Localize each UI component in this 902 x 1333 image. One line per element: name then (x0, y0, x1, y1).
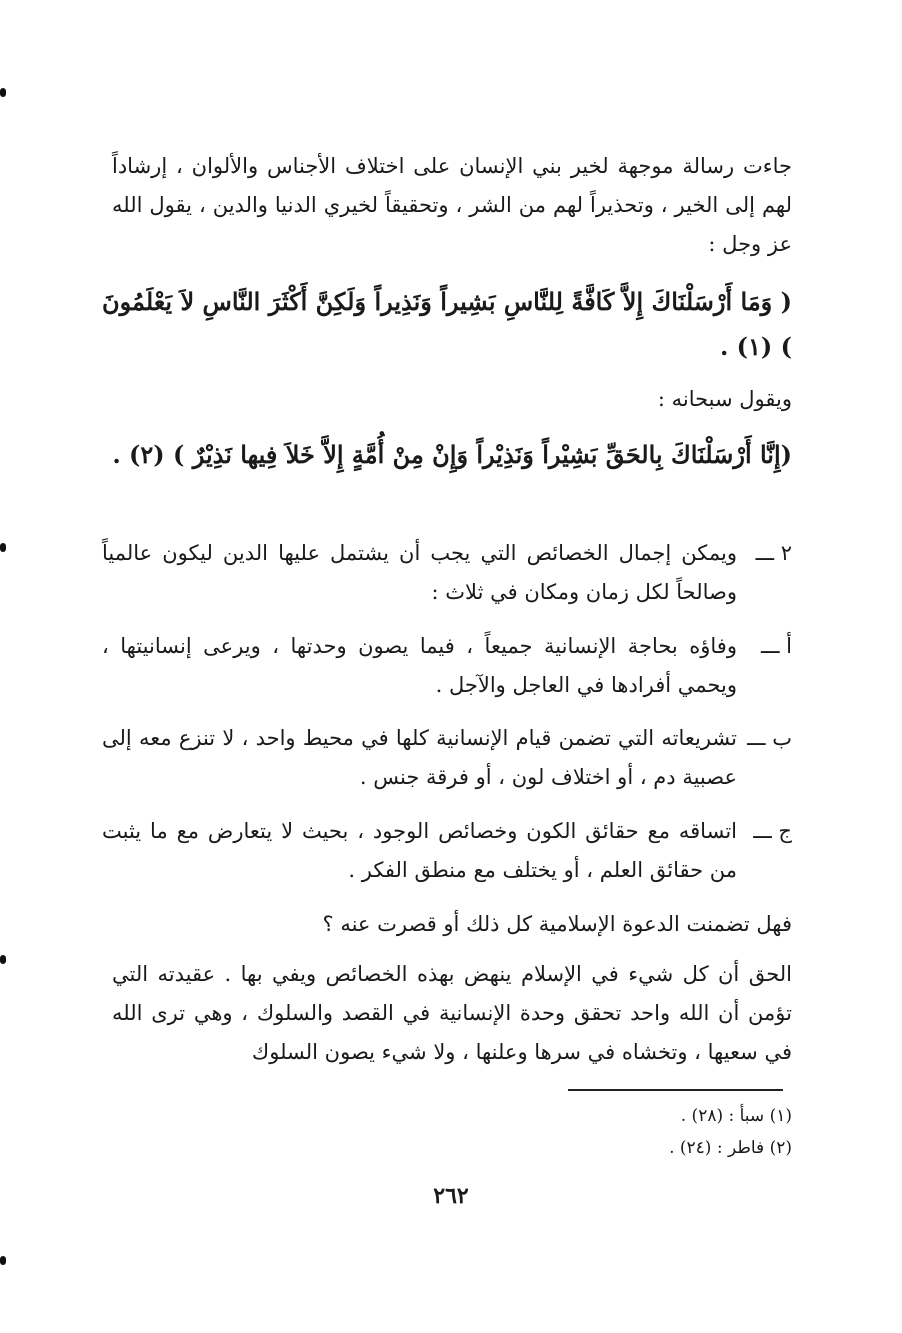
transition-line: ويقول سبحانه : (657, 387, 792, 411)
footnotes (492, 1100, 792, 1164)
scan-edge-mark (0, 1256, 6, 1265)
list-item-b (102, 719, 792, 797)
list-item-2 (102, 534, 792, 612)
quran-verse-1: ( وَمَا أَرْسَلْنَاكَ إِلاَّ كَافَّةً لِلنَّاسِ بَشِيراً وَنَذِيراً وَلَكِنَّ أَكْثَرَ النَّاسِ لاَ يَعْلَمُونَ ) (١) . (102, 287, 792, 361)
closing-paragraph: الحق أن كل شيء في الإسلام ينهض بهذه الخصائص ويفي بها . عقيدته التي تؤمن أن الله واحد تحقق وحدة الإنسانية في القصد والسلوك ، وهي ترى الله في سعيها ، وتخشاه في سرها وعلنها ، ولا شيء يصون السلوك (112, 962, 792, 1064)
footnote-2: (٢) فاطر : (٢٤) . (669, 1138, 792, 1158)
list-item-a (102, 627, 792, 705)
list-item-text: تشريعاته التي تضمن قيام الإنسانية كلها في محيط واحد ، لا تنزع معه إلى عصبية دم ، أو اختلاف لون ، أو فرقة جنس . (102, 726, 737, 789)
list-item-text: ويمكن إجمال الخصائص التي يجب أن يشتمل عليها الدين ليكون عالمياً وصالحاً لكل زمان ومكان في ثلاث : (102, 541, 737, 604)
list-item-c (102, 812, 792, 890)
footnote-divider (568, 1089, 783, 1091)
question-line: فهل تضمنت الدعوة الإسلامية كل ذلك أو قصرت عنه ؟ (322, 912, 792, 936)
list-marker: ب ـــ (747, 726, 792, 750)
scan-edge-mark (0, 88, 6, 97)
scan-edge-mark (0, 955, 6, 964)
footnote-1: (١) سبأ : (٢٨) . (680, 1106, 792, 1126)
list-marker: أ ـــ (761, 634, 792, 658)
intro-paragraph: جاءت رسالة موجهة لخير بني الإنسان على اختلاف الأجناس والألوان ، إرشاداً لهم إلى الخير ، وتحذيراً لهم من الشر ، وتحقيقاً لخيري الدنيا والدين ، يقول الله عز وجل : (112, 154, 792, 256)
list-item-text: اتساقه مع حقائق الكون وخصائص الوجود ، بحيث لا يتعارض مع ما يثبت من حقائق العلم ، أو يختلف مع منطق الفكر . (102, 819, 737, 882)
list-item-text: وفاؤه بحاجة الإنسانية جميعاً ، فيما يصون وحدتها ، ويرعى إنسانيتها ، ويحمي أفرادها في العاجل والآجل . (102, 634, 737, 697)
list-marker: ج ـــ (753, 819, 792, 843)
scan-edge-mark (0, 543, 6, 552)
list-marker: ٢ ـــ (755, 541, 792, 565)
page-number: ٢٦٢ (433, 1183, 469, 1209)
quran-verse-2: (إِنَّا أَرْسَلْنَاكَ بِالحَقِّ بَشِيْراً وَنَذِيْراً وَإِنْ مِنْ أُمَّةٍ إِلاَّ خَلاَ فِيها نَذِيْرٌ ) (٢) . (112, 440, 792, 469)
